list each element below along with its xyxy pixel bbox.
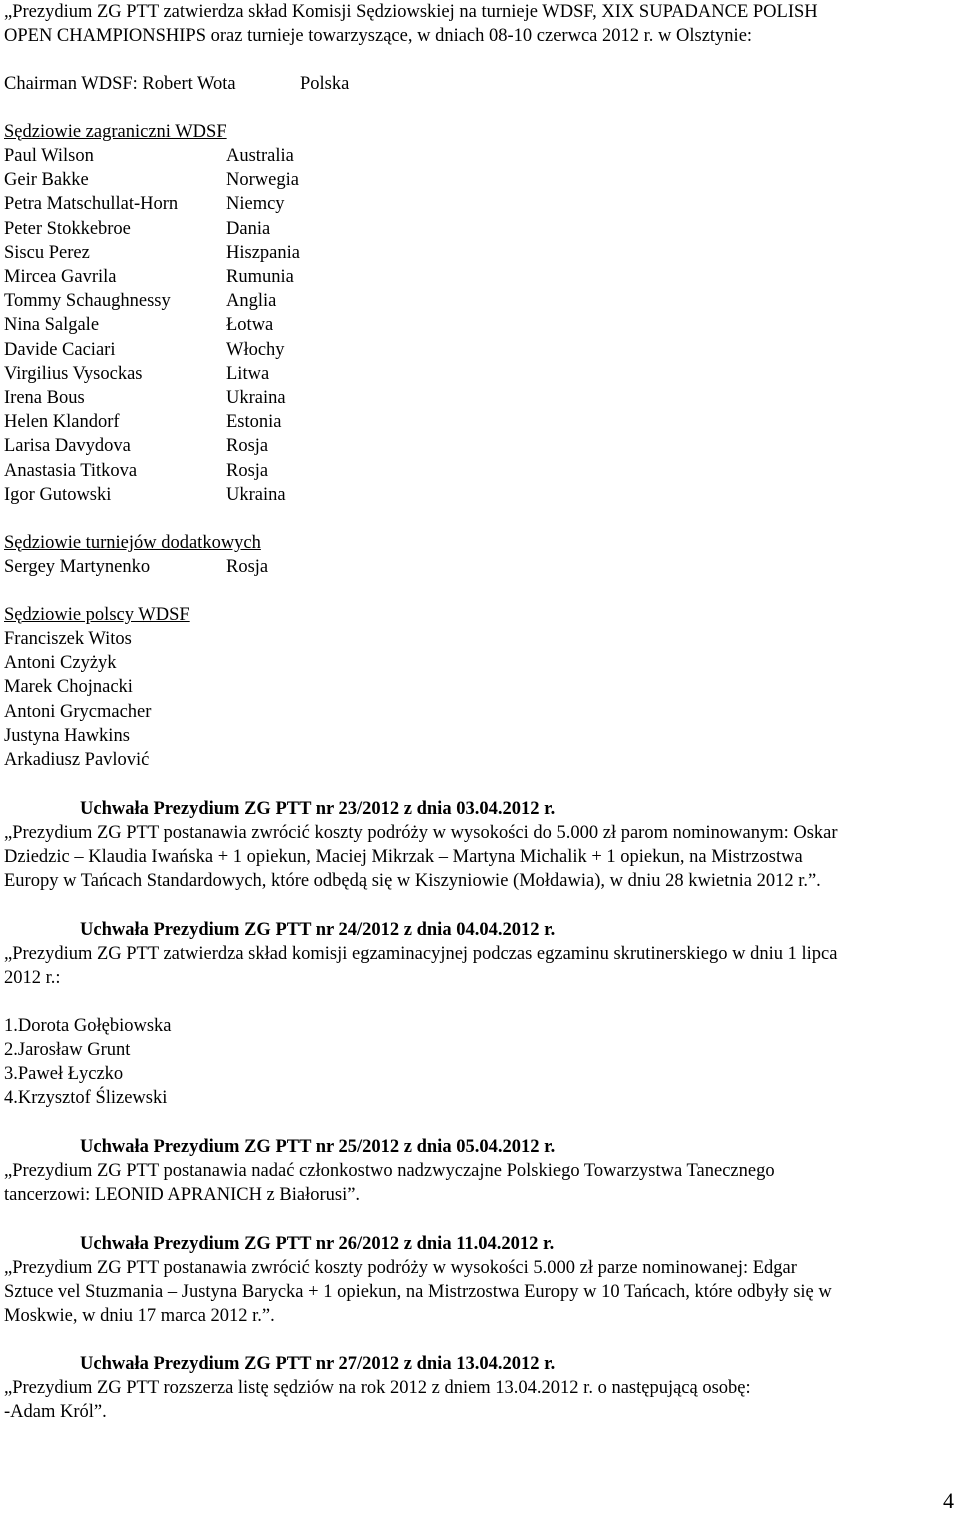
resolution-title: Uchwała Prezydium ZG PTT nr 25/2012 z dnia 05.04.2012 r. (80, 1137, 556, 1157)
resolution-text-line: -Adam Król”. (4, 1402, 107, 1422)
resolution-text-line: Sztuce vel Stuzmania – Justyna Barycka + 1 opiekun, na Mistrzostwa Europy w 10 Tańcach, które odbyły się w (4, 1282, 832, 1302)
page-number: 4 (943, 1488, 954, 1513)
judge-country: Włochy (226, 339, 285, 360)
committee-member: 3.Paweł Łyczko (4, 1064, 124, 1084)
judge-country: Dania (226, 218, 271, 239)
resolution-text-line: tancerzowi: LEONID APRANICH z Białorusi”. (4, 1185, 361, 1205)
judge-name: Siscu Perez (4, 242, 90, 263)
resolution-text-line: 2012 r.: (4, 968, 61, 988)
resolution-text-line: „Prezydium ZG PTT postanawia nadać członkostwo nadzwyczajne Polskiego Towarzystwa Tanecznego (4, 1161, 775, 1181)
intro-line-1: „Prezydium ZG PTT zatwierdza skład Komisji Sędziowskiej na turnieje WDSF, XIX SUPADANCE POLISH (4, 2, 818, 22)
judge-country: Hiszpania (226, 242, 300, 263)
resolution-text-line: „Prezydium ZG PTT postanawia zwrócić koszty podróży w wysokości do 5.000 zł parom nominowanym: Oskar (4, 823, 838, 843)
resolution-title: Uchwała Prezydium ZG PTT nr 26/2012 z dnia 11.04.2012 r. (80, 1234, 555, 1254)
judge-country: Norwegia (226, 170, 299, 191)
polish-judge-name: Justyna Hawkins (4, 725, 130, 746)
judge-name: Helen Klandorf (4, 412, 120, 433)
judge-name: Virgilius Vysockas (4, 363, 143, 384)
chairman-label: Chairman WDSF: Robert Wota (4, 74, 236, 94)
polish-judge-name: Antoni Czyżyk (4, 653, 117, 674)
judge-country: Estonia (226, 412, 282, 433)
resolution-text-line: Europy w Tańcach Standardowych, które odbędą się w Kiszyniowie (Mołdawia), w dniu 28 kwietnia 2012 r.”. (4, 871, 821, 891)
judge-name: Davide Caciari (4, 339, 116, 360)
committee-member: 2.Jarosław Grunt (4, 1040, 131, 1060)
judge-name: Geir Bakke (4, 170, 89, 191)
resolution-text-line: Dziedzic – Klaudia Iwańska + 1 opiekun, Maciej Mikrzak – Martyna Michalik + 1 opiekun, na Mistrzostwa (4, 847, 803, 867)
committee-member: 1.Dorota Gołębiowska (4, 1016, 172, 1036)
judge-country: Litwa (226, 363, 270, 384)
polish-judges-heading: Sędziowie polscy WDSF (4, 605, 190, 625)
judge-country: Anglia (226, 291, 277, 312)
additional-judges-heading: Sędziowie turniejów dodatkowych (4, 533, 261, 553)
polish-judge-name: Marek Chojnacki (4, 677, 133, 698)
polish-judge-name: Antoni Grycmacher (4, 701, 152, 722)
additional-judge-country: Rosja (226, 557, 269, 577)
committee-member: 4.Krzysztof Ślizewski (4, 1088, 168, 1108)
additional-judge-name: Sergey Martynenko (4, 557, 151, 577)
polish-judge-name: Arkadiusz Pavlović (4, 750, 150, 770)
judge-country: Niemcy (226, 194, 285, 215)
judge-country: Ukraina (226, 484, 286, 505)
judge-country: Rumunia (226, 267, 294, 287)
judge-country: Rosja (226, 460, 269, 481)
resolution-title: Uchwała Prezydium ZG PTT nr 24/2012 z dnia 04.04.2012 r. (80, 920, 556, 940)
judge-country: Łotwa (226, 315, 274, 336)
polish-judge-name: Franciszek Witos (4, 629, 132, 649)
judge-name: Nina Salgale (4, 315, 100, 336)
resolution-text-line: „Prezydium ZG PTT rozszerza listę sędziów na rok 2012 z dniem 13.04.2012 r. o następującą osobę: (4, 1378, 751, 1398)
chairman-country: Polska (300, 74, 350, 94)
judge-name: Mircea Gavrila (4, 267, 117, 287)
judge-name: Irena Bous (4, 388, 85, 408)
resolution-text-line: Moskwie, w dniu 17 marca 2012 r.”. (4, 1306, 275, 1326)
judge-country: Australia (226, 146, 294, 166)
judge-country: Rosja (226, 436, 269, 457)
judge-name: Larisa Davydova (4, 436, 131, 457)
judge-name: Anastasia Titkova (4, 460, 138, 481)
foreign-judges-heading: Sędziowie zagraniczni WDSF (4, 122, 227, 142)
judge-name: Peter Stokkebroe (4, 218, 131, 239)
judge-name: Paul Wilson (4, 146, 94, 166)
resolution-text-line: „Prezydium ZG PTT zatwierdza skład komisji egzaminacyjnej podczas egzaminu skrutinerskiego w dniu 1 lipca (4, 944, 838, 964)
judge-name: Igor Gutowski (4, 484, 112, 505)
resolution-title: Uchwała Prezydium ZG PTT nr 27/2012 z dnia 13.04.2012 r. (80, 1354, 556, 1374)
intro-line-2: OPEN CHAMPIONSHIPS oraz turnieje towarzyszące, w dniach 08-10 czerwca 2012 r. w Olsztynie: (4, 26, 753, 46)
judge-country: Ukraina (226, 388, 286, 408)
judge-name: Tommy Schaughnessy (4, 291, 171, 312)
resolution-text-line: „Prezydium ZG PTT postanawia zwrócić koszty podróży w wysokości 5.000 zł parze nominowanej: Edgar (4, 1258, 797, 1278)
resolution-title: Uchwała Prezydium ZG PTT nr 23/2012 z dnia 03.04.2012 r. (80, 799, 556, 819)
judge-name: Petra Matschullat-Horn (4, 194, 179, 215)
